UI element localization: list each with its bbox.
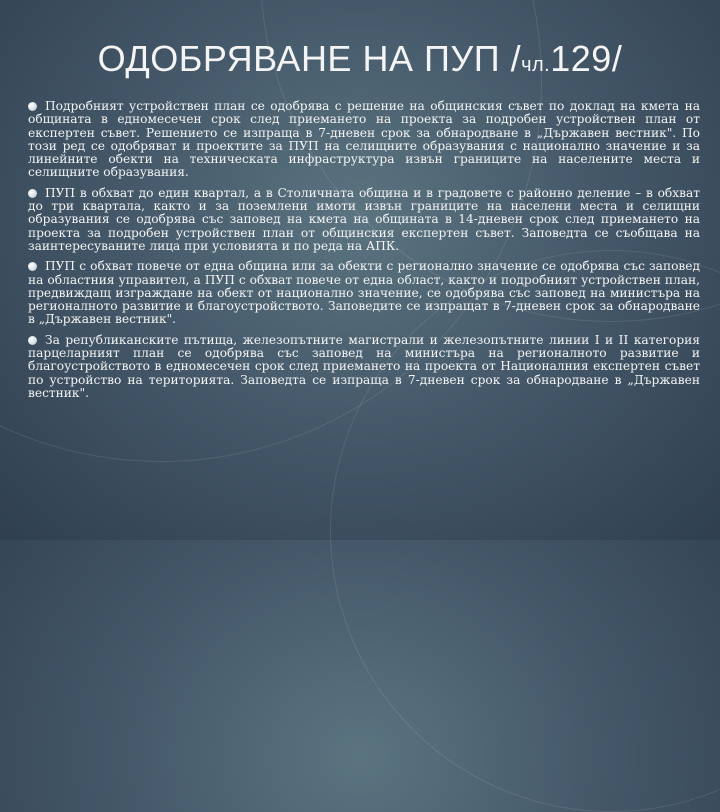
bullet-text: За републиканските пътища, железопътните магистрали и железопътните линии I и II категория парцеларният план се одобрява със заповед на министъра на регионалното развитие и благоустройството в едномесечен срок след приемането на проекта от Националния експертен съвет по устройство на територията. Заповедта се изпраща в 7-дневен срок за обнародване в „Държавен вестник". [28, 332, 700, 400]
title-small: чл. [521, 54, 551, 76]
slide-title [0, 38, 720, 80]
bullet-text: ПУП с обхват повече от една община или за обекти с регионално значение се одобрява със заповед на областния управител, а ПУП с обхват повече от една област, както и подробният устройствен план, предвиждащ изграждане на обект от национално значение, се одобрява със заповед на министъра на регионалното развитие и благоустройството. Заповедите се изпращат в 7-дневен срок за обнародване в „Държавен вестник". [28, 259, 700, 327]
title-main: ОДОБРЯВАНЕ НА ПУП / [97, 38, 522, 79]
bullet-item [28, 100, 700, 180]
bullet-icon [28, 189, 37, 198]
bullet-text: ПУП в обхват до един квартал, а в Столичната община и в градовете с районно деление – в обхват до три квартала, както и за поземлени имоти извън границите на населени места и селищни образувания се одобрява със заповед на кмета на общината в 14-дневен срок след приемането на проекта за подробен устройствен план от общинския експертен съвет. Заповедта се съобщава на заинтересуваните лица при условията и по реда на АПК. [28, 185, 700, 253]
bullet-item [28, 187, 700, 253]
bullet-text: Подробният устройствен план се одобрява с решение на общинския съвет по доклад на кмета на общината в едномесечен срок след приемането на проекта за подробен устройствен план от експертен съвет. Решението се изпраща в 7-дневен срок за обнародване в „Държавен вестник". По този ред се одобряват и проектите за ПУП на селищните образувания с национално значение и за линейните обекти на техническата инфраструктура извън границите на населените места и селищните образувания. [28, 99, 700, 180]
bullet-icon [28, 102, 37, 111]
bullet-item [28, 334, 700, 400]
bullet-item [28, 260, 700, 326]
title-tail: 129/ [550, 38, 623, 79]
bullet-icon [28, 336, 37, 345]
bullet-list [28, 100, 700, 407]
